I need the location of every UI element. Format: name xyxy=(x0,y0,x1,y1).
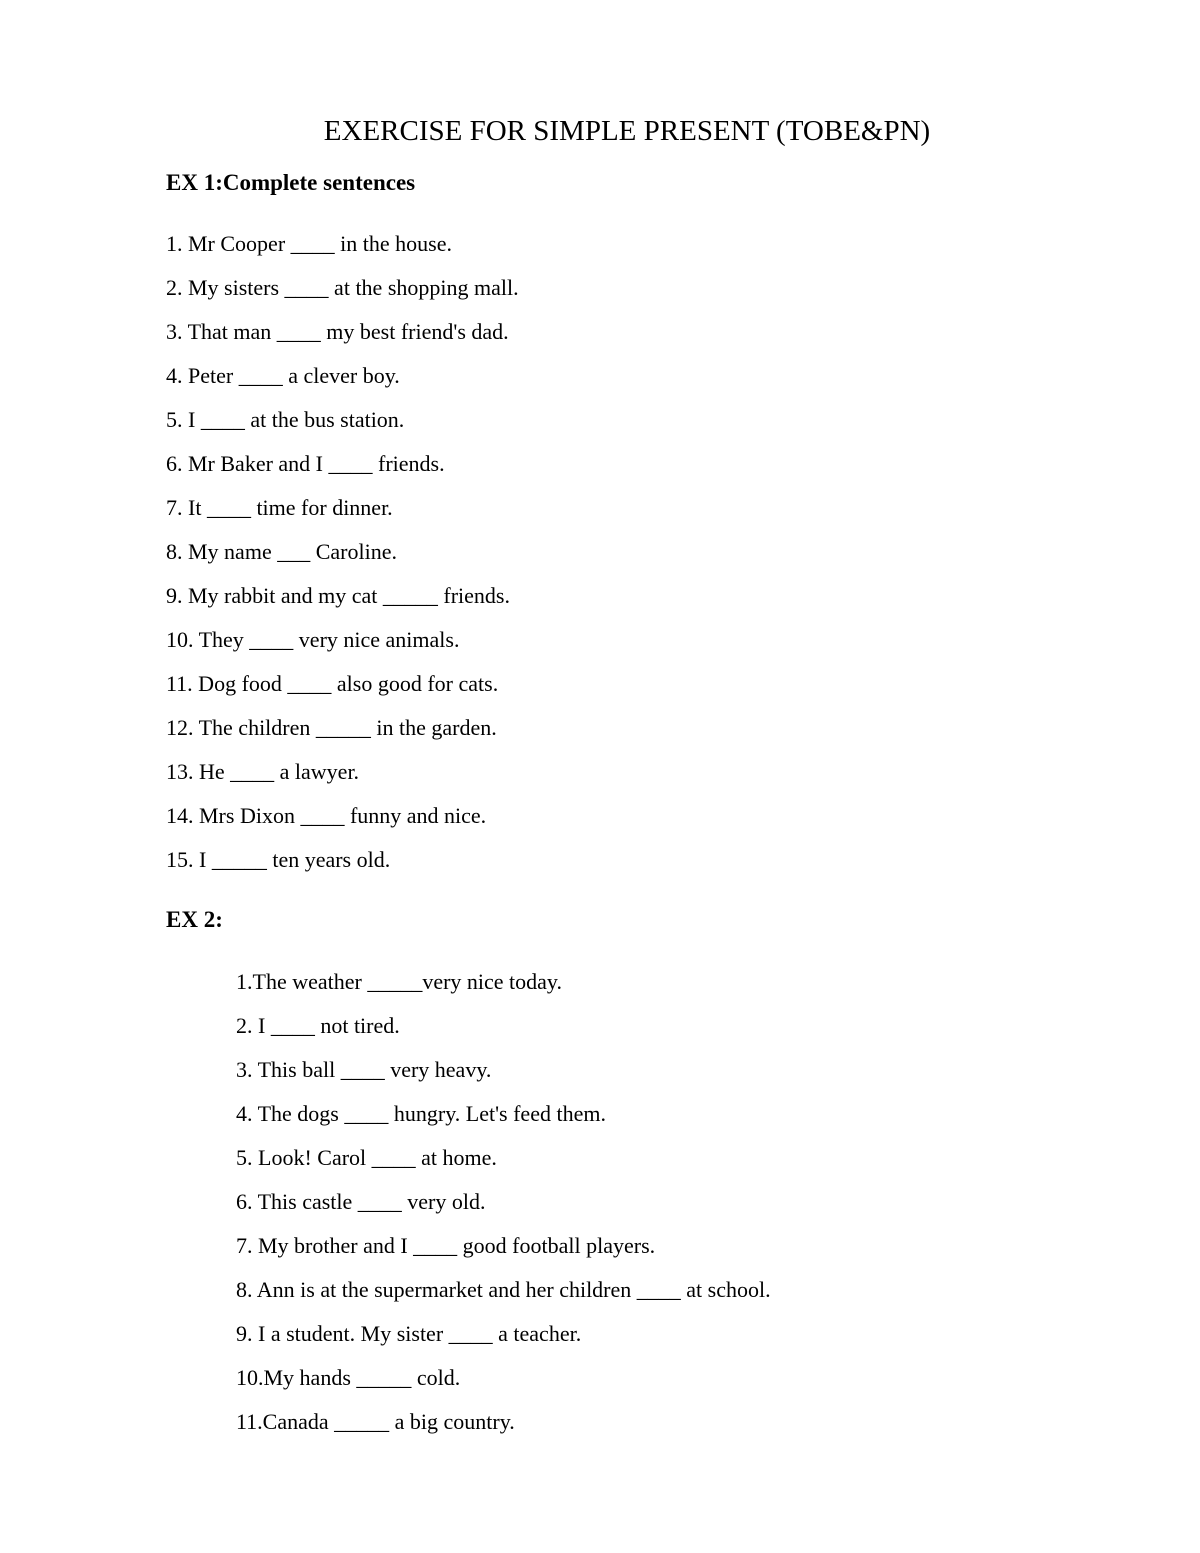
exercise-1-heading: EX 1:Complete sentences xyxy=(166,170,416,195)
exercise-item: 9. I a student. My sister ____ a teacher. xyxy=(236,1321,582,1346)
exercise-item: 9. My rabbit and my cat _____ friends. xyxy=(166,583,510,608)
exercise-item: 4. The dogs ____ hungry. Let's feed them. xyxy=(236,1101,606,1126)
exercise-item: 10.My hands _____ cold. xyxy=(236,1365,461,1390)
page-title: EXERCISE FOR SIMPLE PRESENT (TOBE&PN) xyxy=(323,115,931,147)
exercise-2-list xyxy=(236,966,771,1450)
exercise-item: 2. My sisters ____ at the shopping mall. xyxy=(166,275,519,300)
exercise-item: 8. My name ___ Caroline. xyxy=(166,539,397,564)
exercise-item: 3. This ball ____ very heavy. xyxy=(236,1057,492,1082)
exercise-item: 11. Dog food ____ also good for cats. xyxy=(166,671,499,696)
exercise-item: 5. I ____ at the bus station. xyxy=(166,407,405,432)
exercise-item: 1. Mr Cooper ____ in the house. xyxy=(166,231,452,256)
exercise-1-list xyxy=(166,228,519,888)
exercise-item: 13. He ____ a lawyer. xyxy=(166,759,360,784)
exercise-item: 6. Mr Baker and I ____ friends. xyxy=(166,451,445,476)
exercise-item: 4. Peter ____ a clever boy. xyxy=(166,363,400,388)
exercise-2-heading: EX 2: xyxy=(166,907,223,932)
exercise-item: 12. The children _____ in the garden. xyxy=(166,715,497,740)
exercise-item: 5. Look! Carol ____ at home. xyxy=(236,1145,497,1170)
exercise-item: 6. This castle ____ very old. xyxy=(236,1189,486,1214)
exercise-item: 11.Canada _____ a big country. xyxy=(236,1409,515,1434)
exercise-item: 15. I _____ ten years old. xyxy=(166,847,391,872)
exercise-item: 2. I ____ not tired. xyxy=(236,1013,400,1038)
exercise-item: 14. Mrs Dixon ____ funny and nice. xyxy=(166,803,487,828)
exercise-item: 3. That man ____ my best friend's dad. xyxy=(166,319,509,344)
exercise-item: 7. My brother and I ____ good football players. xyxy=(236,1233,656,1258)
exercise-item: 7. It ____ time for dinner. xyxy=(166,495,393,520)
exercise-item: 8. Ann is at the supermarket and her children ____ at school. xyxy=(236,1277,771,1302)
exercise-item: 10. They ____ very nice animals. xyxy=(166,627,460,652)
exercise-item: 1.The weather _____very nice today. xyxy=(236,969,563,994)
